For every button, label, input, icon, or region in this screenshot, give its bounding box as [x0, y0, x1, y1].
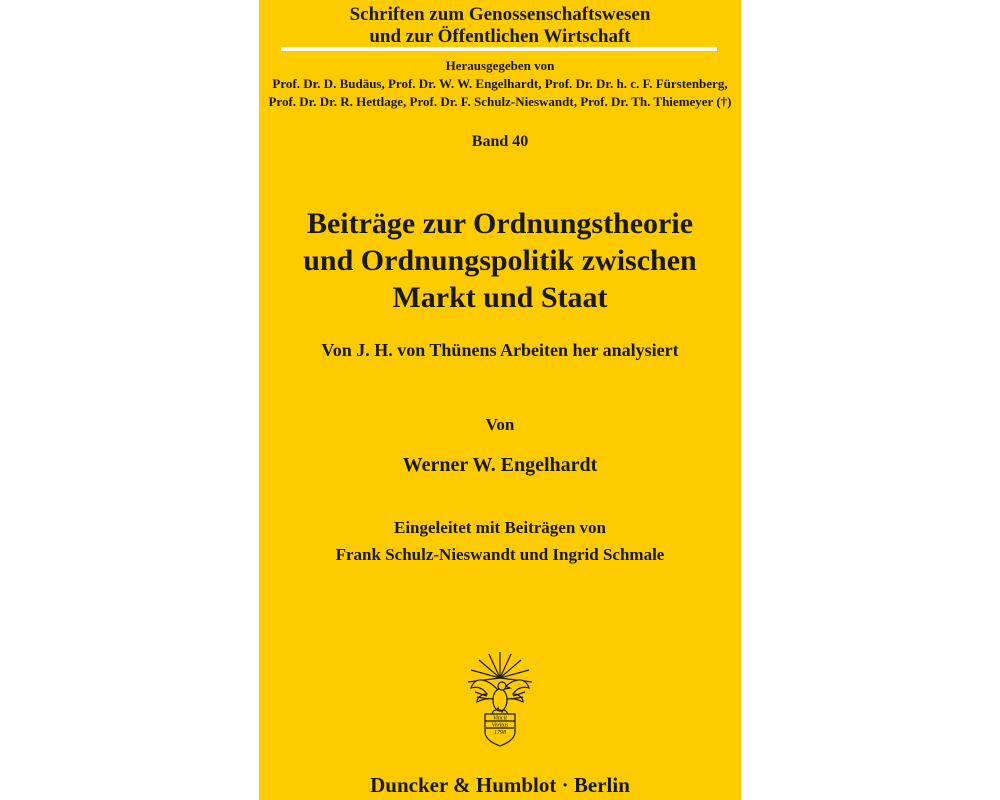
by-label: Von	[485, 415, 515, 434]
book-cover	[259, 0, 741, 800]
book-title	[259, 205, 741, 316]
logo-motto-1: Vincit	[493, 715, 507, 722]
series-title-line-2: und zur Öffentlichen Wirtschaft	[369, 26, 631, 47]
book-title-line-3: Markt und Staat	[392, 281, 608, 314]
author-name: Werner W. Engelhardt	[402, 454, 598, 476]
book-subtitle: Von J. H. von Thünens Arbeiten her analysiert	[321, 340, 679, 360]
series-title-line-1: Schriften zum Genossenschaftswesen	[349, 4, 651, 25]
divider-rule	[281, 47, 717, 51]
series-title	[259, 4, 741, 48]
logo-motto-2: Veritas	[491, 722, 509, 729]
editors-block	[259, 57, 741, 111]
logo-motto-3: 1798	[494, 730, 506, 736]
editors-heading: Herausgegeben von	[445, 58, 555, 73]
editors-line-2: Prof. Dr. Dr. R. Hettlage, Prof. Dr. F. Schulz-Nieswandt, Prof. Dr. Th. Thiemeyer (†)	[268, 94, 732, 109]
introduction-line-2: Frank Schulz-Nieswandt und Ingrid Schmale	[335, 545, 665, 564]
book-title-line-1: Beiträge zur Ordnungstheorie	[306, 207, 694, 240]
editors-line-1: Prof. Dr. D. Budäus, Prof. Dr. W. W. Engelhardt, Prof. Dr. Dr. h. c. F. Fürstenberg,	[272, 76, 728, 91]
publisher-imprint: Duncker & Humblot · Berlin	[370, 773, 630, 797]
book-title-line-2: und Ordnungspolitik zwischen	[303, 244, 697, 277]
volume-number: Band 40	[471, 133, 529, 150]
phoenix-emblem-icon	[465, 648, 535, 748]
introduction-credit	[259, 514, 741, 568]
introduction-line-1: Eingeleitet mit Beiträgen von	[394, 518, 606, 537]
